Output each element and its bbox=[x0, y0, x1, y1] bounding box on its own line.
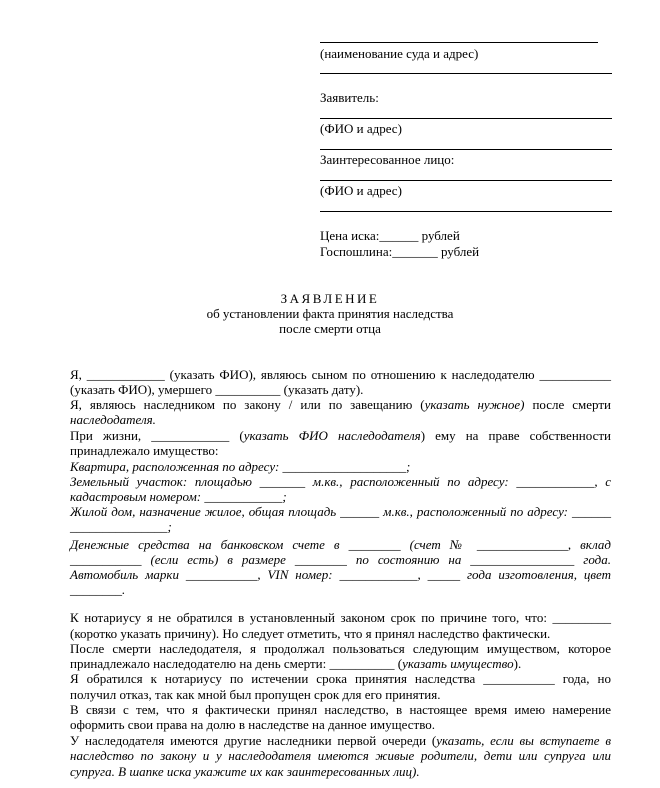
body-line-2: (указать ФИО), умершего __________ (указать дату). bbox=[70, 382, 364, 397]
body-line-25: наследство по закону и у наследодателя имеются живые родители, дети или супруга или bbox=[70, 748, 611, 763]
body-line-21: получил отказ, так как мной был пропущен срок для его принятия. bbox=[70, 687, 441, 702]
body-line-20: Я обратился к нотариусу по истечении срока принятия наследства ___________ года, но bbox=[70, 671, 611, 686]
body-line-26: супруга. В шапке иска укажите их как заинтересованных лиц). bbox=[70, 764, 420, 779]
body-line-23: оформить свои права на долю в наследстве на данное имущество. bbox=[70, 717, 435, 732]
court-name-line bbox=[320, 42, 598, 43]
body-line-18: После смерти наследодателя, я продолжал пользоваться следующим имуществом, которое bbox=[70, 641, 611, 656]
body-line-3: Я, являюсь наследником по закону / или по завещанию (указать нужное) после смерти bbox=[70, 397, 611, 412]
body-line-1: Я, ____________ (указать ФИО), являюсь сыном по отношению к наследодателю ___________ bbox=[70, 367, 611, 382]
body-line-9: кадастровым номером: ____________; bbox=[70, 489, 287, 504]
document-title: ЗАЯВЛЕНИЕ bbox=[280, 291, 380, 306]
body-line-10: Жилой дом, назначение жилое, общая площадь ______ м.кв., расположенный по адресу: ______ bbox=[70, 504, 611, 519]
interested-address-line bbox=[320, 211, 612, 212]
claim-price: Цена иска:______ рублей bbox=[320, 228, 460, 243]
body-line-19: принадлежало наследодателю на день смерти: __________ (указать имущество). bbox=[70, 656, 522, 671]
body-line-22: В связи с тем, что я фактически принял наследство, в настоящее время имею намерение bbox=[70, 702, 611, 717]
body-line-14: Автомобиль марки ___________, VIN номер: ____________, _____ года изготовления, цвет bbox=[70, 567, 611, 582]
body-line-15: ________. bbox=[70, 582, 126, 597]
interested-line bbox=[320, 180, 612, 181]
interested-hint: (ФИО и адрес) bbox=[320, 183, 402, 198]
body-line-8: Земельный участок: площадью _______ м.кв., расположенный по адресу: ____________, с bbox=[70, 474, 611, 489]
interested-label: Заинтересованное лицо: bbox=[320, 152, 455, 167]
applicant-address-line bbox=[320, 149, 612, 150]
body-line-16: К нотариусу я не обратился в установленный законом срок по причине того, что: _________ bbox=[70, 610, 611, 625]
court-label: (наименование суда и адрес) bbox=[320, 46, 479, 61]
applicant-hint: (ФИО и адрес) bbox=[320, 121, 402, 136]
state-duty: Госпошлина:_______ рублей bbox=[320, 244, 480, 259]
body-line-24: У наследодателя имеются другие наследники первой очереди (указать, если вы вступаете в bbox=[70, 733, 611, 748]
body-line-12: Денежные средства на банковском счете в ________ (счет № ______________, вклад bbox=[70, 537, 611, 552]
body-line-6: принадлежало имущество: bbox=[70, 443, 219, 458]
applicant-label: Заявитель: bbox=[320, 90, 379, 105]
document-subtitle-2: после смерти отца bbox=[279, 321, 381, 336]
body-line-17: (коротко указать причину). Но следует отметить, что я принял наследство фактически. bbox=[70, 626, 551, 641]
court-address-line bbox=[320, 73, 612, 74]
body-line-11: _______________; bbox=[70, 519, 172, 534]
body-line-5: При жизни, ____________ (указать ФИО наследодателя) ему на праве собственности bbox=[70, 428, 611, 443]
body-line-13: ___________ (если есть) в размере ________ по состоянию на ________________ года. bbox=[70, 552, 611, 567]
document-subtitle-1: об установлении факта принятия наследства bbox=[206, 306, 454, 321]
body-line-7: Квартира, расположенная по адресу: ___________________; bbox=[70, 459, 411, 474]
body-line-4: наследодателя. bbox=[70, 412, 156, 427]
applicant-line bbox=[320, 118, 612, 119]
